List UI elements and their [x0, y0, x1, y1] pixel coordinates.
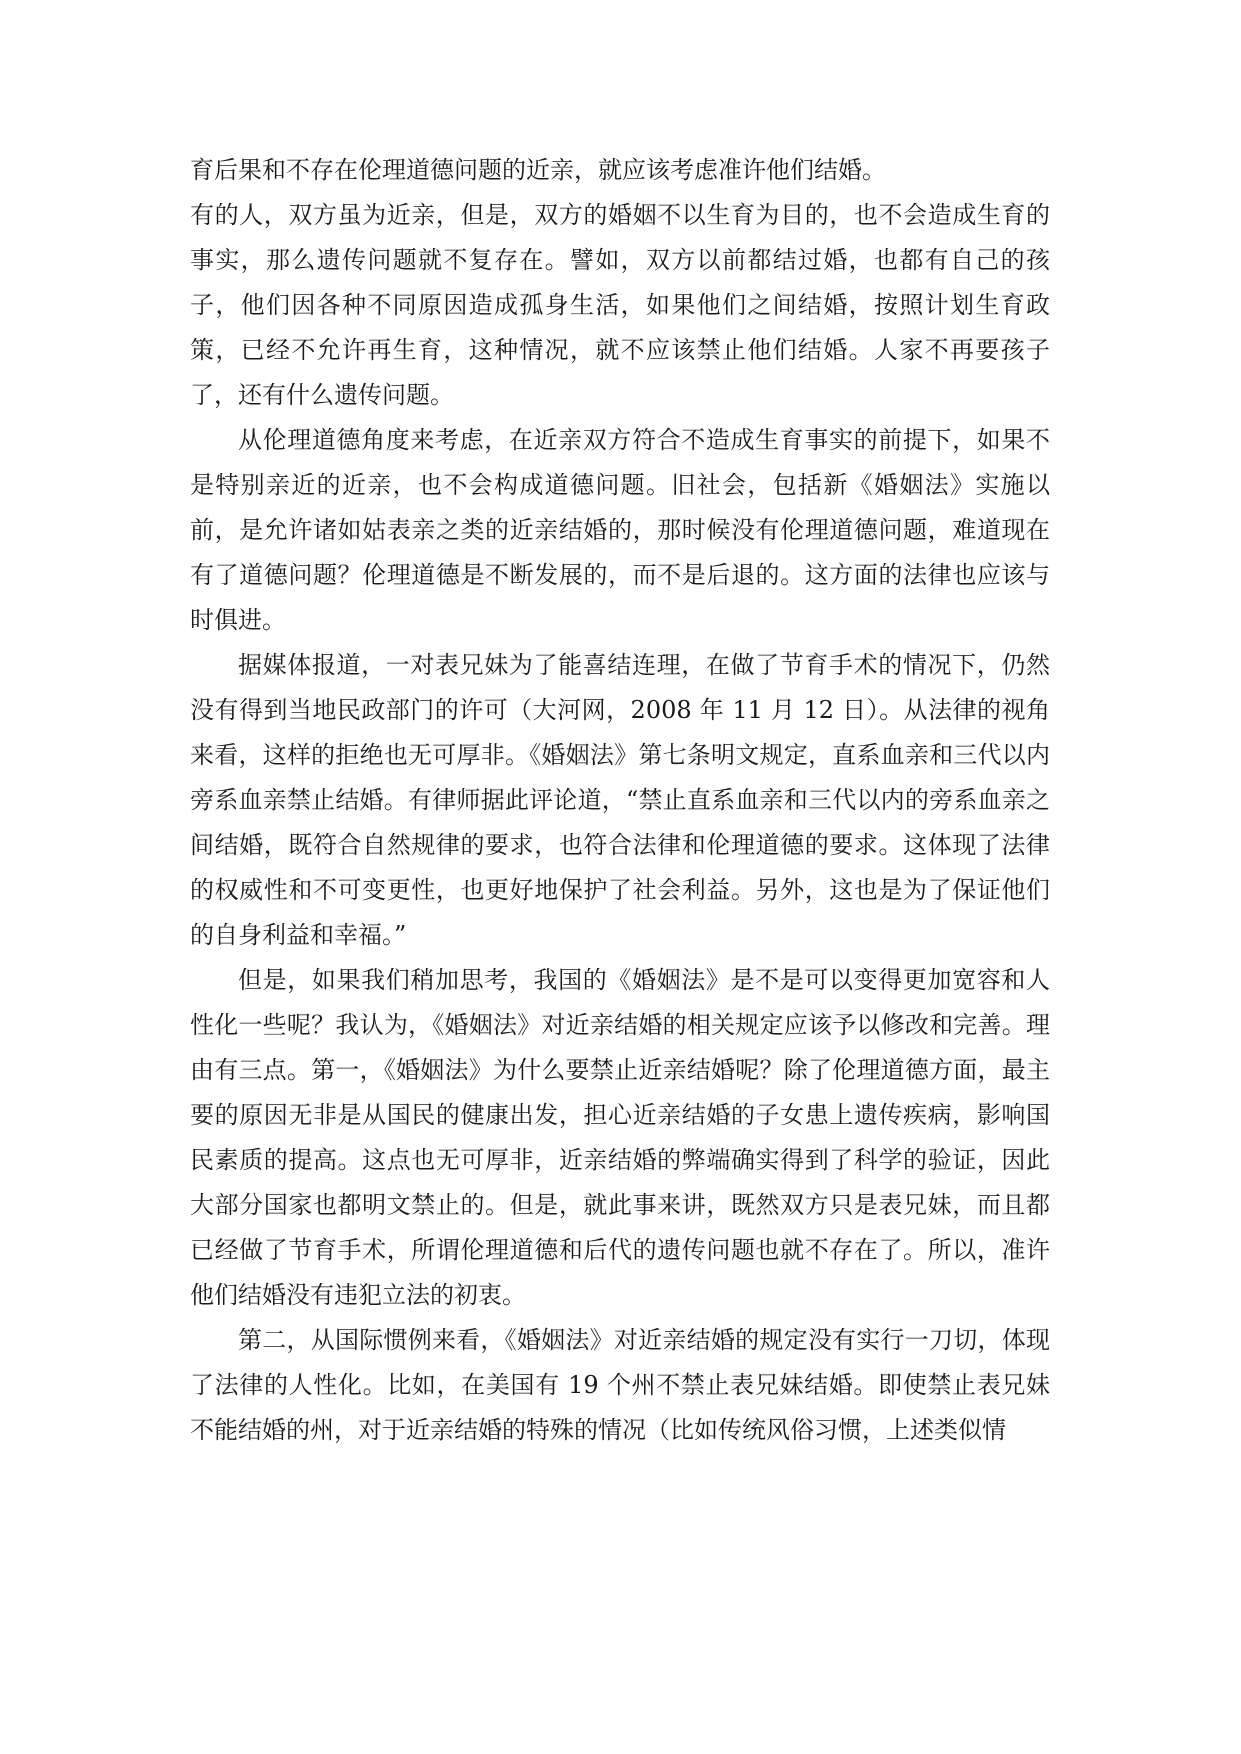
paragraph: 育后果和不存在伦理道德问题的近亲，就应该考虑准许他们结婚。 — [190, 156, 886, 184]
document-page — [190, 148, 1050, 1453]
paragraph: 第二，从国际惯例来看，《婚姻法》对近亲结婚的规定没有实行一刀切，体现了法律的人性化。比如，在美国有 19 个州不禁止表兄妹结婚。即使禁止表兄妹不能结婚的州，对于近亲结婚的特殊的情况（比如传统风俗习惯，上述类似情 — [190, 1326, 1050, 1444]
paragraph: 但是，如果我们稍加思考，我国的《婚姻法》是不是可以变得更加宽容和人性化一些呢？我认为，《婚姻法》对近亲结婚的相关规定应该予以修改和完善。理由有三点。第一，《婚姻法》为什么要禁止近亲结婚呢？除了伦理道德方面，最主要的原因无非是从国民的健康出发，担心近亲结婚的子女患上遗传疾病，影响国民素质的提高。这点也无可厚非，近亲结婚的弊端确实得到了科学的验证，因此大部分国家也都明文禁止的。但是，就此事来讲，既然双方只是表兄妹，而且都已经做了节育手术，所谓伦理道德和后代的遗传问题也就不存在了。所以，准许他们结婚没有违犯立法的初衷。 — [190, 966, 1050, 1309]
paragraph: 从伦理道德角度来考虑，在近亲双方符合不造成生育事实的前提下，如果不是特别亲近的近亲，也不会构成道德问题。旧社会，包括新《婚姻法》实施以前，是允许诸如姑表亲之类的近亲结婚的，那时候没有伦理道德问题，难道现在有了道德问题？伦理道德是不断发展的，而不是后退的。这方面的法律也应该与时俱进。 — [190, 426, 1050, 634]
paragraph: 有的人，双方虽为近亲，但是，双方的婚姻不以生育为目的，也不会造成生育的事实，那么遗传问题就不复存在。譬如，双方以前都结过婚，也都有自己的孩子，他们因各种不同原因造成孤身生活，如果他们之间结婚，按照计划生育政策，已经不允许再生育，这种情况，就不应该禁止他们结婚。人家不再要孩子了，还有什么遗传问题。 — [190, 201, 1050, 409]
paragraph: 据媒体报道，一对表兄妹为了能喜结连理，在做了节育手术的情况下，仍然没有得到当地民政部门的许可（大河网，2008 年 11 月 12 日）。从法律的视角来看，这样的拒绝也无可厚非。《婚姻法》第七条明文规定，直系血亲和三代以内旁系血亲禁止结婚。有律师据此评论道，“禁止直系血亲和三代以内的旁系血亲之间结婚，既符合自然规律的要求，也符合法律和伦理道德的要求。这体现了法律的权威性和不可变更性，也更好地保护了社会利益。另外，这也是为了保证他们的自身利益和幸福。” — [190, 651, 1050, 949]
